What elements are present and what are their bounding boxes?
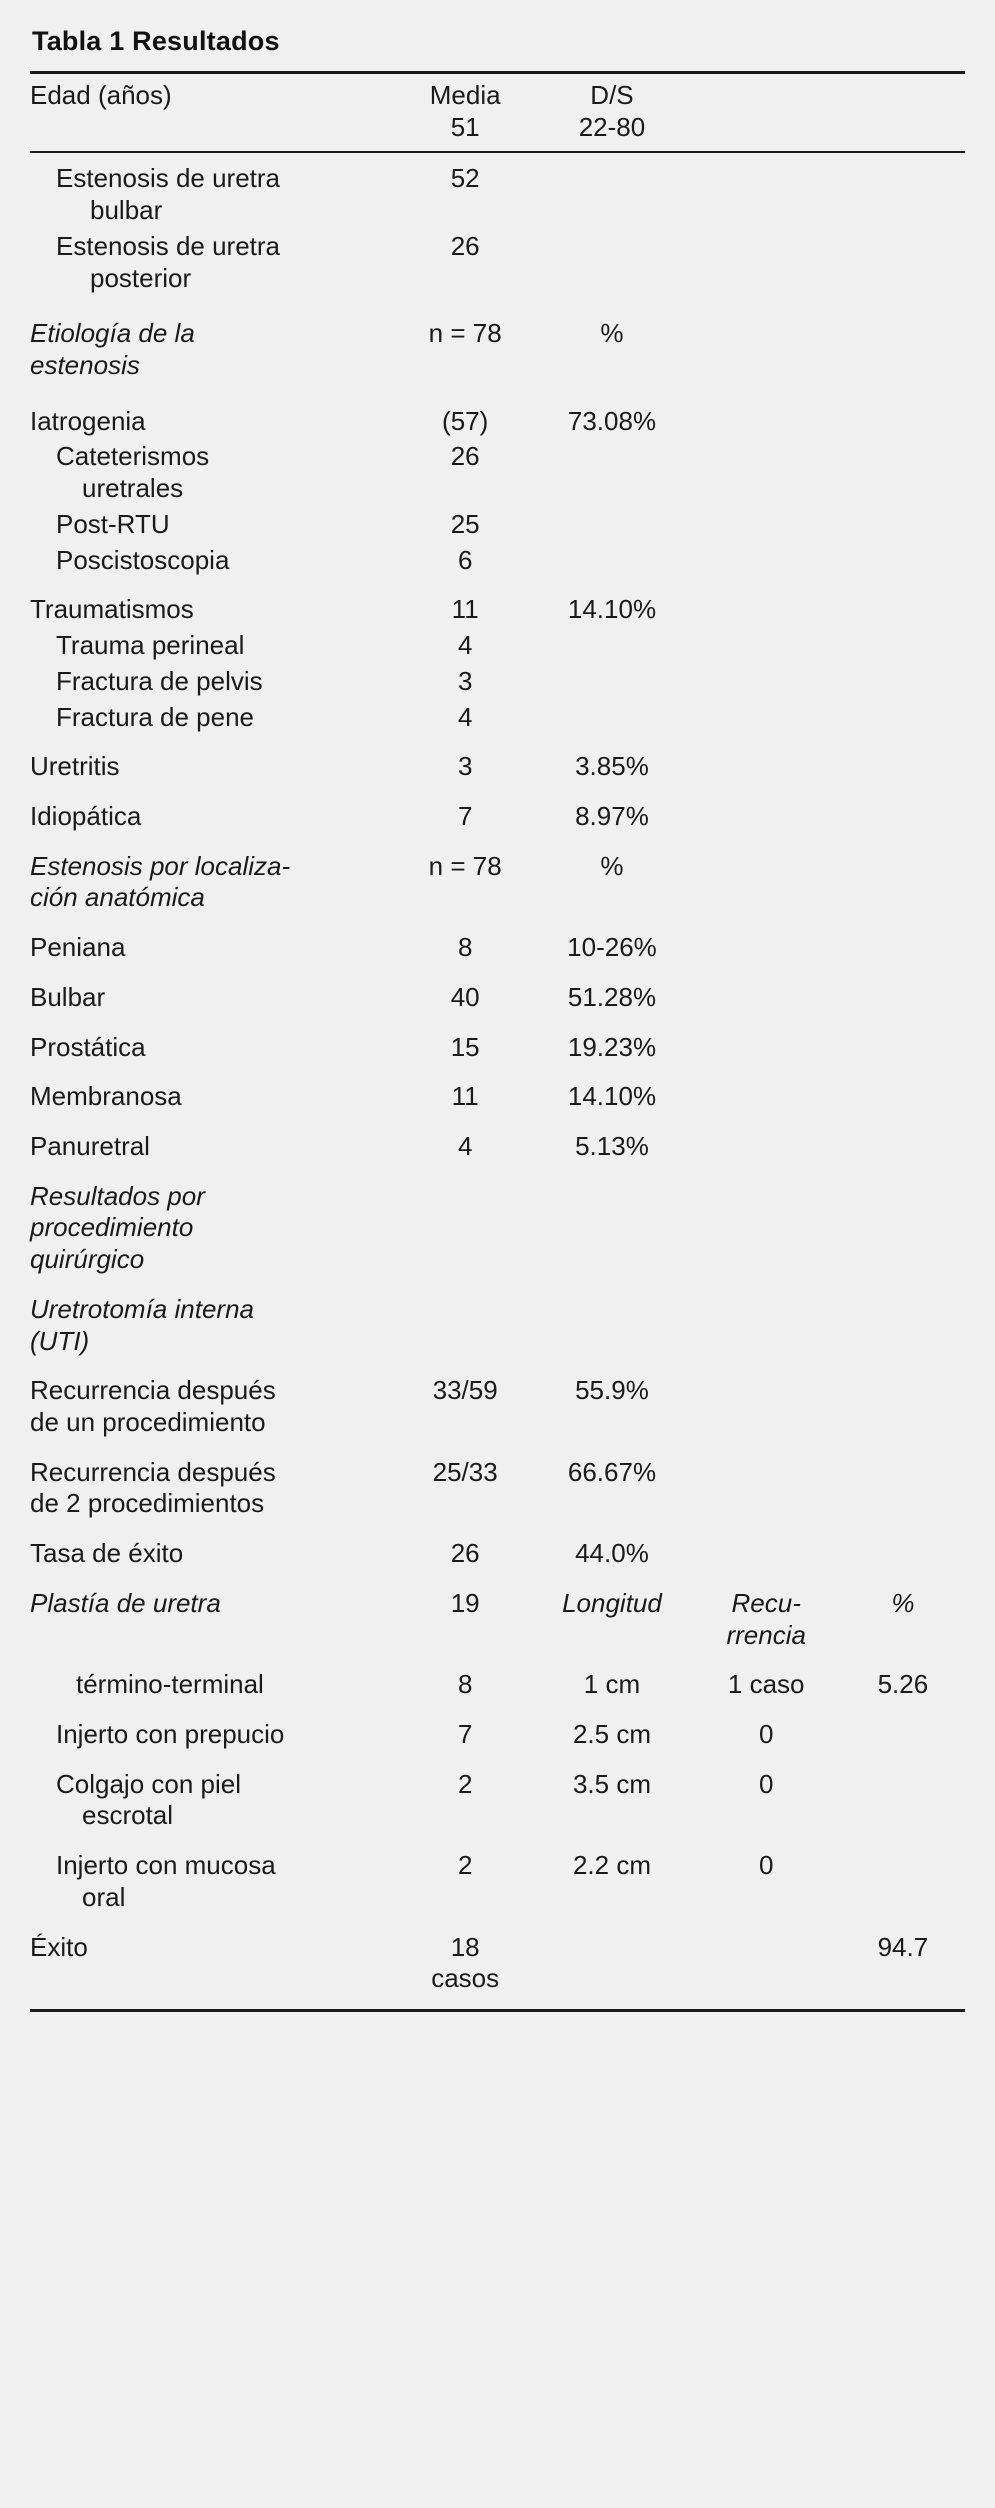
cell-edad-ds: 22-80 [578, 111, 646, 142]
cell-panuretral-n: 4 [457, 1130, 473, 1161]
cell-empty [692, 1914, 841, 1995]
cell-empty [692, 1014, 841, 1064]
cell-empty [692, 1113, 841, 1163]
cell-edad-media: 51 [450, 111, 480, 142]
cell-etiologia-label [30, 294, 398, 381]
cell-plastia-longitud-header: Longitud [562, 1587, 662, 1618]
cell-poscistoscopia-label: Poscistoscopia [56, 544, 230, 575]
cell-empty [841, 964, 965, 1014]
cell-empty [692, 833, 841, 914]
cell-empty [532, 662, 691, 698]
cell-empty [532, 1276, 691, 1357]
cell-empty [532, 1163, 691, 1276]
label-line-1: Etiología de la [30, 318, 195, 349]
cell-panuretral-label: Panuretral [30, 1130, 150, 1161]
cell-plastia-pct-header: % [891, 1587, 915, 1618]
table-row-recurrencia-1 [30, 1357, 965, 1438]
cell-localizacion-n: n = 78 [428, 850, 502, 881]
cell-iatrogenia-label: Iatrogenia [30, 405, 146, 436]
cell-empty [692, 227, 841, 294]
label-line-2: (UTI) [30, 1325, 90, 1356]
table-row-idiopatica [30, 783, 965, 833]
cell-localizacion-label [30, 833, 398, 914]
cell-iatrogenia-n: (57) [442, 405, 489, 436]
cell-empty [841, 833, 965, 914]
cell-injerto-prepucio-n: 7 [457, 1719, 473, 1750]
label-line-2: oral [82, 1881, 126, 1912]
cell-uretritis-label: Uretritis [30, 751, 120, 782]
cell-injerto-mucosa-n: 2 [457, 1850, 473, 1881]
label-line-2: rrencia [726, 1619, 806, 1650]
cell-uretritis-n: 3 [457, 751, 473, 782]
cell-fractura-pelvis-n: 3 [457, 665, 473, 696]
table-row-tasa-exito [30, 1520, 965, 1570]
label-line-1: Uretrotomía interna [30, 1293, 254, 1324]
cell-traumatismos-n: 11 [451, 594, 479, 625]
label-line-2: ción anatómica [30, 882, 205, 913]
cell-cateterismos-label [30, 437, 398, 504]
cell-estenosis-bulbar-label [30, 163, 398, 226]
cell-tasa-exito-pct: 44.0% [575, 1538, 649, 1569]
cell-tasa-exito-label: Tasa de éxito [30, 1538, 184, 1569]
cell-bulbar-n: 40 [450, 981, 480, 1012]
cell-empty [692, 80, 841, 112]
cell-empty [692, 1520, 841, 1570]
cell-prostatica-pct: 19.23% [567, 1031, 657, 1062]
cell-fractura-pene-n: 4 [457, 701, 473, 732]
cell-injerto-mucosa-recurrencia: 0 [758, 1850, 774, 1881]
cell-empty [532, 163, 691, 226]
table-row-estenosis-bulbar [30, 163, 965, 226]
cell-termino-terminal-n: 8 [457, 1669, 473, 1700]
cell-empty [841, 698, 965, 734]
cell-estenosis-bulbar-n: 52 [450, 163, 480, 194]
label-line-1: Recu- [731, 1587, 801, 1618]
cell-empty [841, 227, 965, 294]
cell-recurrencia-2-pct: 66.67% [567, 1456, 657, 1487]
cell-empty [841, 1163, 965, 1276]
cell-recurrencia-2-n: 25/33 [432, 1456, 498, 1487]
cell-empty [692, 541, 841, 577]
table-row-post-rtu [30, 505, 965, 541]
cell-empty [532, 505, 691, 541]
cell-estenosis-posterior-label [30, 227, 398, 294]
cell-prostatica-label: Prostática [30, 1031, 146, 1062]
table-row-uretritis [30, 733, 965, 783]
label-line-2: bulbar [90, 195, 163, 226]
cell-membranosa-pct: 14.10% [567, 1081, 657, 1112]
cell-termino-terminal-longitud: 1 cm [583, 1669, 641, 1700]
cell-empty [398, 1163, 532, 1276]
cell-recurrencia-1-label [30, 1357, 398, 1438]
cell-empty [841, 576, 965, 626]
label-line-1: Recurrencia después [30, 1456, 276, 1487]
label-line-3: quirúrgico [30, 1244, 145, 1275]
cell-empty [841, 1063, 965, 1113]
cell-empty [692, 382, 841, 438]
table-row-panuretral [30, 1113, 965, 1163]
cell-empty [841, 733, 965, 783]
cell-panuretral-pct: 5.13% [575, 1130, 649, 1161]
table-row-estenosis-posterior [30, 227, 965, 294]
table-row-plastia [30, 1570, 965, 1651]
cell-recurrencia-2-label [30, 1439, 398, 1520]
cell-empty [692, 576, 841, 626]
cell-empty [841, 294, 965, 381]
cell-post-rtu-n: 25 [450, 508, 480, 539]
cell-etiologia-pct: % [600, 318, 624, 349]
cell-poscistoscopia-n: 6 [457, 544, 473, 575]
cell-empty [841, 1276, 965, 1357]
cell-peniana-n: 8 [457, 932, 473, 963]
cell-empty [692, 112, 841, 144]
cell-termino-terminal-recurrencia: 1 caso [727, 1669, 805, 1700]
label-line-1: Cateterismos [56, 441, 210, 472]
cell-empty [841, 1014, 965, 1064]
cell-fractura-pelvis-label: Fractura de pelvis [56, 665, 263, 696]
cell-empty [841, 1357, 965, 1438]
cell-empty [532, 626, 691, 662]
cell-empty [692, 437, 841, 504]
cell-empty [692, 1439, 841, 1520]
cell-plastia-n: 19 [450, 1587, 480, 1618]
cell-edad-label: Edad (años) [30, 80, 172, 110]
cell-exito-n [398, 1914, 532, 1995]
cell-ds-header: D/S [590, 80, 634, 110]
cell-empty [532, 227, 691, 294]
cell-membranosa-label: Membranosa [30, 1081, 182, 1112]
cell-empty [841, 1832, 965, 1913]
cell-injerto-prepucio-longitud: 2.5 cm [572, 1719, 651, 1750]
cell-empty [692, 698, 841, 734]
cell-empty [841, 163, 965, 226]
cell-termino-terminal-pct: 5.26 [877, 1669, 929, 1700]
cell-bulbar-pct: 51.28% [567, 981, 657, 1012]
cell-trauma-perineal-n: 4 [457, 630, 473, 661]
cell-estenosis-posterior-n: 26 [450, 230, 480, 261]
cell-injerto-prepucio-label: Injerto con prepucio [56, 1719, 285, 1750]
cell-plastia-recurrencia-header [692, 1570, 841, 1651]
cell-uretritis-pct: 3.85% [575, 751, 649, 782]
cell-empty [841, 1439, 965, 1520]
cell-idiopatica-pct: 8.97% [575, 800, 649, 831]
cell-colgajo-escrotal-longitud: 3.5 cm [572, 1768, 651, 1799]
table-row-localizacion [30, 833, 965, 914]
table-row-poscistoscopia [30, 541, 965, 577]
cell-empty [692, 294, 841, 381]
table-row-bulbar [30, 964, 965, 1014]
table-row-fractura-pene [30, 698, 965, 734]
cell-empty [841, 662, 965, 698]
table-row-edad [30, 80, 965, 112]
table-top-rule [30, 71, 965, 80]
cell-empty [532, 437, 691, 504]
cell-prostatica-n: 15 [450, 1031, 480, 1062]
cell-empty [692, 783, 841, 833]
cell-colgajo-escrotal-recurrencia: 0 [758, 1768, 774, 1799]
cell-iatrogenia-pct: 73.08% [567, 405, 657, 436]
cell-empty [841, 437, 965, 504]
cell-empty [841, 505, 965, 541]
table-row-fractura-pelvis [30, 662, 965, 698]
cell-empty [841, 783, 965, 833]
cell-empty [841, 1520, 965, 1570]
cell-empty [532, 698, 691, 734]
cell-empty [692, 733, 841, 783]
label-line-2: estenosis [30, 350, 140, 381]
cell-peniana-pct: 10-26% [567, 932, 657, 963]
table-row-peniana [30, 914, 965, 964]
cell-empty [692, 1276, 841, 1357]
table-row-edad-values [30, 112, 965, 144]
cell-empty [841, 112, 965, 144]
label-line-2: de un procedimiento [30, 1407, 266, 1437]
cell-cateterismos-n: 26 [450, 441, 480, 472]
cell-membranosa-n: 11 [451, 1081, 479, 1112]
cell-empty [841, 626, 965, 662]
cell-peniana-label: Peniana [30, 932, 126, 963]
cell-exito-pct: 94.7 [877, 1931, 929, 1962]
cell-idiopatica-n: 7 [457, 800, 473, 831]
cell-recurrencia-1-n: 33/59 [432, 1375, 498, 1406]
cell-injerto-mucosa-label [30, 1832, 398, 1913]
cell-empty [692, 1063, 841, 1113]
table-row-membranosa [30, 1063, 965, 1113]
cell-uretrotomia-label [30, 1276, 398, 1357]
table-row-prostatica [30, 1014, 965, 1064]
cell-empty [692, 626, 841, 662]
table-row-injerto-mucosa-oral [30, 1832, 965, 1913]
cell-empty [532, 1914, 691, 1995]
label-line-1: Estenosis por localiza- [30, 850, 291, 881]
table-row-etiologia [30, 294, 965, 381]
cell-empty [692, 505, 841, 541]
cell-empty [692, 914, 841, 964]
cell-empty [841, 382, 965, 438]
table-title: Tabla 1 Resultados [32, 26, 280, 56]
cell-colgajo-escrotal-n: 2 [457, 1768, 473, 1799]
cell-empty [841, 1113, 965, 1163]
cell-empty [841, 914, 965, 964]
cell-media-header: Media [429, 80, 501, 110]
label-line-1: Estenosis de uretra [56, 230, 281, 261]
cell-colgajo-escrotal-label [30, 1751, 398, 1832]
results-table [30, 71, 965, 2012]
table-row-injerto-prepucio [30, 1701, 965, 1751]
cell-tasa-exito-n: 26 [450, 1538, 480, 1569]
table-row-resultados-procedimiento [30, 1163, 965, 1276]
cell-etiologia-n: n = 78 [428, 318, 502, 349]
cell-empty [30, 112, 398, 144]
cell-exito-label: Éxito [30, 1931, 88, 1962]
cell-localizacion-pct: % [600, 850, 624, 881]
cell-empty [841, 1751, 965, 1832]
table-row-recurrencia-2 [30, 1439, 965, 1520]
cell-idiopatica-label: Idiopática [30, 800, 142, 831]
table-row-colgajo-escrotal [30, 1751, 965, 1832]
label-line-2: posterior [90, 262, 192, 293]
label-line-2: escrotal [82, 1800, 174, 1831]
label-line-1: Colgajo con piel [56, 1768, 242, 1799]
label-line-2: procedimiento [30, 1212, 194, 1243]
label-line-2: uretrales [82, 473, 184, 504]
cell-bulbar-label: Bulbar [30, 981, 106, 1012]
cell-post-rtu-label: Post-RTU [56, 508, 170, 539]
cell-traumatismos-pct: 14.10% [567, 594, 657, 625]
cell-resultados-procedimiento-label [30, 1163, 398, 1276]
table-row-iatrogenia [30, 382, 965, 438]
cell-empty [692, 1163, 841, 1276]
table-row-termino-terminal [30, 1651, 965, 1701]
cell-injerto-mucosa-longitud: 2.2 cm [572, 1850, 651, 1881]
label-line-1: Injerto con mucosa [56, 1850, 276, 1881]
table-row-trauma-perineal [30, 626, 965, 662]
table-bottom-rule [30, 1995, 965, 2012]
cell-empty [532, 541, 691, 577]
label-line-1: Estenosis de uretra [56, 163, 281, 194]
table-row-uretrotomia [30, 1276, 965, 1357]
cell-termino-terminal-label: término-terminal [76, 1669, 264, 1700]
table-row-cateterismos [30, 437, 965, 504]
table-row-exito [30, 1914, 965, 1995]
cell-empty [692, 964, 841, 1014]
cell-recurrencia-1-pct: 55.9% [575, 1375, 649, 1406]
cell-empty [398, 1276, 532, 1357]
label-line-1: Resultados por [30, 1180, 205, 1211]
cell-empty [692, 1357, 841, 1438]
table-header-rule [30, 143, 965, 163]
cell-traumatismos-label: Traumatismos [30, 594, 194, 625]
cell-empty [692, 662, 841, 698]
cell-plastia-label: Plastía de uretra [30, 1587, 221, 1618]
table-row-traumatismos [30, 576, 965, 626]
cell-empty [841, 80, 965, 112]
label-line-1: Recurrencia después [30, 1375, 276, 1406]
cell-empty [841, 1701, 965, 1751]
value-line-1: 18 [450, 1931, 480, 1962]
cell-empty [841, 541, 965, 577]
cell-empty [692, 163, 841, 226]
cell-trauma-perineal-label: Trauma perineal [56, 630, 245, 661]
value-line-2: casos [431, 1963, 500, 1994]
cell-fractura-pene-label: Fractura de pene [56, 701, 255, 732]
label-line-2: de 2 procedimientos [30, 1488, 265, 1519]
cell-injerto-prepucio-recurrencia: 0 [758, 1719, 774, 1750]
